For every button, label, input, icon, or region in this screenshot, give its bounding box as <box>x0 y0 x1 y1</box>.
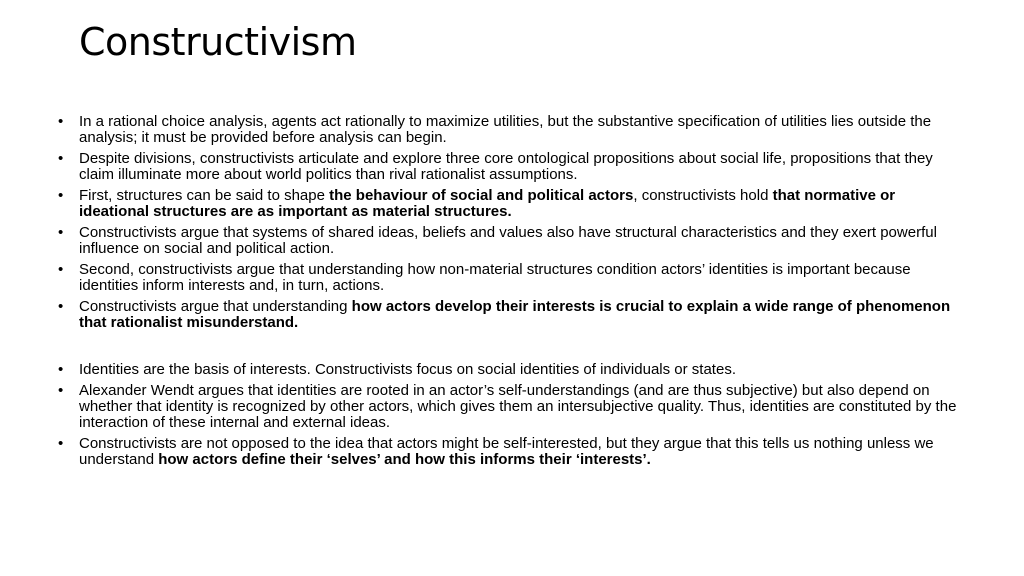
bullet-item <box>79 114 959 146</box>
bullet-item <box>79 362 959 378</box>
bullet-item <box>79 299 959 331</box>
bullet-list <box>79 114 959 473</box>
bullet-text: In a rational choice analysis, agents act rationally to maximize utilities, but the substantive specification of utilities lies outside the analysis; it must be provided before analysis can begin. <box>79 113 932 146</box>
bullet-item <box>79 262 959 294</box>
bullet-text: Identities are the basis of interests. Constructivists focus on social identities of individuals or states. <box>79 361 736 378</box>
bullet-item <box>79 436 959 468</box>
bullet-text: Second, constructivists argue that understanding how non-material structures condition actors’ identities is important because identities inform interests and, in turn, actions. <box>79 261 911 294</box>
bullet-text: Constructivists are not opposed to the idea that actors might be self-interested, but they argue that this tells us nothing unless we understand <box>79 435 934 468</box>
bullet-text: First, structures can be said to shape <box>79 187 330 204</box>
bullet-item <box>79 225 959 257</box>
bullet-item <box>79 188 959 220</box>
bullet-emphasis-text: how actors define their ‘selves’ and how this informs their ‘interests’. <box>158 451 651 468</box>
bullet-item <box>79 151 959 183</box>
bullet-item <box>79 383 959 431</box>
bullet-text: Despite divisions, constructivists articulate and explore three core ontological propositions about social life, propositions that they claim illuminate more about world politics than rival rationalist assumptions. <box>79 150 933 183</box>
bullet-emphasis-text: the behaviour of social and political actors <box>329 187 634 204</box>
bullet-text: Constructivists argue that systems of shared ideas, beliefs and values also have structural characteristics and they exert powerful influence on social and political action. <box>79 224 937 257</box>
bullet-emphasis-text: how actors develop their interests is crucial to explain a wide range of phenomenon that rationalist misunderstand. <box>79 298 951 331</box>
bullet-text: Alexander Wendt argues that identities are rooted in an actor’s self-understandings (and are thus subjective) but also depend on whether that identity is recognized by other actors, which gives them an intersubjective quality. Thus, identities are constituted by the interaction of these internal and external ideas. <box>79 382 957 431</box>
bullet-emphasis-text: that normative or ideational structures are as important as material structures. <box>79 187 896 220</box>
slide-title: Constructivism <box>79 20 357 64</box>
bullet-text: Constructivists argue that understanding <box>79 298 352 315</box>
bullet-text: , constructivists hold <box>633 187 773 204</box>
